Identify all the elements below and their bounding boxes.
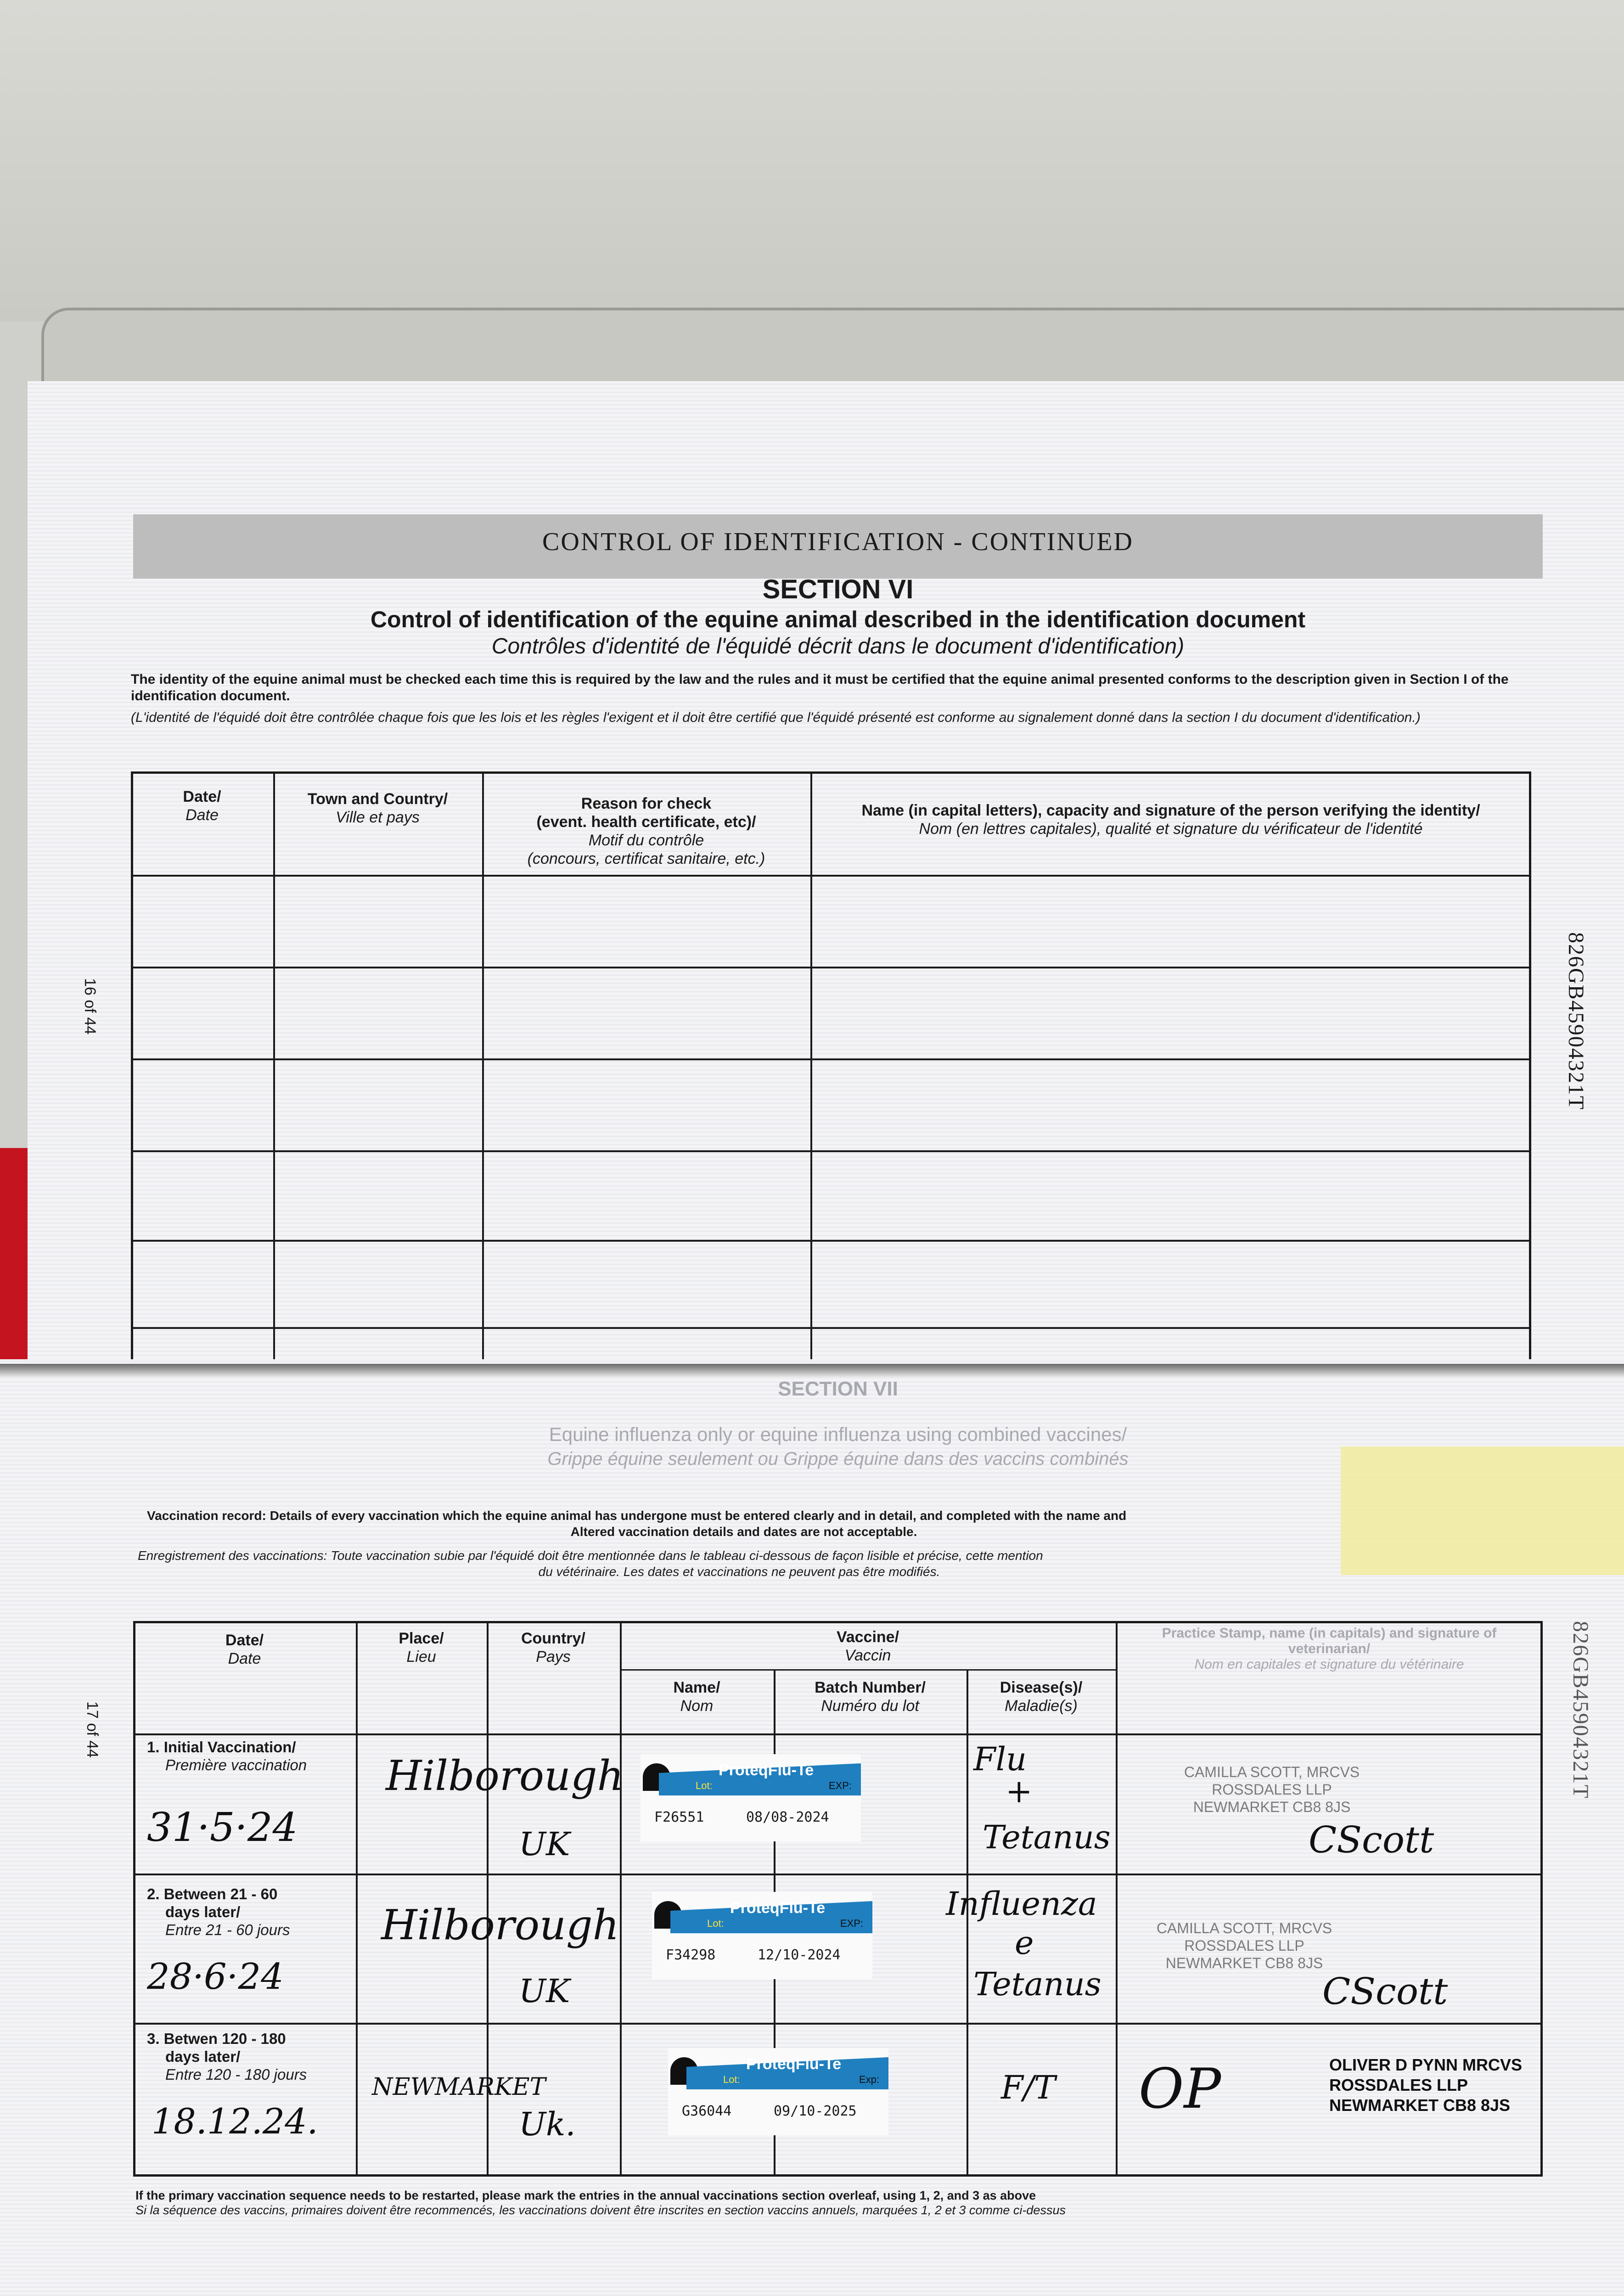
row-3-vet-stamp: OLIVER D PYNN MRCVS ROSSDALES LLP NEWMARKET CB8 8JS bbox=[1329, 2055, 1523, 2115]
page-number-17: 17 of 44 bbox=[84, 1701, 101, 1758]
footnote-fr: Si la séquence des vaccins, primaires doivent être recommencés, les vaccinations doivent être inscrites en section vaccins annuels, marquées 1, 2 et 3 comme ci-dessus bbox=[135, 2203, 1066, 2217]
row-3-place: NEWMARKET bbox=[372, 2073, 546, 2101]
vaccine-title-fr: Grippe équine seulement ou Grippe équine dans des vaccins combinés bbox=[547, 1449, 1129, 1469]
section-vi-heading: SECTION VI bbox=[762, 574, 914, 604]
row-3-batch: G36044 bbox=[682, 2103, 732, 2119]
record-fr: Enregistrement des vaccinations: Toute vaccination subie par l'équidé doit être mentionnée dans le tableau ci-dessous de façon lisible et précise, cette mention bbox=[138, 1548, 1043, 1563]
row-3-country: Uk. bbox=[519, 2105, 576, 2143]
row-1-country: UK bbox=[519, 1825, 570, 1863]
vaccine-title-en: Equine influenza only or equine influenza using combined vaccines/ bbox=[549, 1424, 1127, 1445]
doc-id-bottom: 826GB45904321T bbox=[1568, 1621, 1593, 1799]
record-fr-2: du vétérinaire. Les dates et vaccinations ne peuvent pas être modifiés. bbox=[538, 1564, 940, 1579]
intro-en: The identity of the equine animal must be checked each time this is required by the law and the rules and it must be certified that the equine animal presented conforms to the description given in Section I of the identification document. bbox=[131, 672, 1509, 703]
v-header-batch: Batch Number/ Numéro du lot bbox=[815, 1679, 926, 1715]
doc-id-top: 826GB45904321T bbox=[1564, 932, 1588, 1110]
row-2-vet-stamp: CAMILLA SCOTT, MRCVS ROSSDALES LLP NEWMARKET CB8 8JS bbox=[1156, 1920, 1332, 1971]
row-3-date: 18.12.24. bbox=[152, 2101, 318, 2142]
row-1-disease-3: Tetanus bbox=[983, 1818, 1111, 1856]
row-1-date: 31·5·24 bbox=[147, 1805, 298, 1851]
banner-title: CONTROL OF IDENTIFICATION - CONTINUED bbox=[542, 528, 1134, 556]
row-2-label: 2. Between 21 - 60 days later/ Entre 21 - 60 jours bbox=[147, 1885, 290, 1938]
row-2-country: UK bbox=[519, 1972, 570, 2010]
v-header-date: Date/ Date bbox=[225, 1632, 264, 1667]
row-1-vet-stamp: CAMILLA SCOTT, MRCVS ROSSDALES LLP NEWMARKET CB8 8JS bbox=[1184, 1764, 1360, 1815]
background bbox=[0, 0, 1624, 321]
row-2-batch: F34298 bbox=[666, 1947, 716, 1963]
row-2-expiry: 12/10-2024 bbox=[758, 1947, 841, 1963]
row-1-expiry: 08/08-2024 bbox=[746, 1809, 829, 1825]
row-3-vaccine-sticker: ProteqFlu-Te Lot: Exp: G36044 09/10-2025 bbox=[668, 2048, 888, 2135]
v-header-vaccine: Vaccine/ Vaccin bbox=[836, 1628, 899, 1664]
row-1-disease-2: + bbox=[1006, 1773, 1033, 1810]
row-1-vaccine-sticker: ProteqFlu-Te Lot: EXP: F26551 08/08-2024 bbox=[641, 1754, 861, 1841]
v-header-disease: Disease(s)/ Maladie(s) bbox=[1000, 1679, 1083, 1715]
page-gutter bbox=[0, 1364, 1624, 1378]
header-reason: Reason for check (event. health certificate, etc)/ Motif du contrôle (concours, certificat sanitaire, etc.) bbox=[527, 795, 765, 867]
row-2-disease-2: e bbox=[1015, 1924, 1034, 1962]
row-2-vaccine-sticker: ProteqFlu-Te Lot: EXP: F34298 12/10-2024 bbox=[652, 1892, 872, 1979]
intro-fr: (L'identité de l'équidé doit être contrôlée chaque fois que les lois et les règles l'exigent et il doit être certifié que l'équidé présenté est conforme au signalement donné dans la section I du document d'identification.) bbox=[131, 710, 1421, 725]
sticky-note bbox=[1341, 1446, 1624, 1575]
row-2-disease-3: Tetanus bbox=[973, 1965, 1101, 2003]
row-1-disease-1: Flu bbox=[973, 1740, 1027, 1778]
row-1-batch: F26551 bbox=[654, 1809, 704, 1825]
title-en: Control of identification of the equine animal described in the identification document bbox=[370, 607, 1306, 632]
v-header-name: Name/ Nom bbox=[673, 1679, 720, 1715]
row-2-disease-1: Influenza bbox=[946, 1885, 1097, 1923]
header-town: Town and Country/ Ville et pays bbox=[307, 790, 448, 826]
row-3-signature: OP bbox=[1139, 2057, 1221, 2121]
header-date: Date/ Date bbox=[183, 788, 221, 824]
record-en: Vaccination record: Details of every vaccination which the equine animal has undergone must be entered clearly and in detail, and completed with the name and bbox=[147, 1508, 1127, 1523]
row-3-label: 3. Betwen 120 - 180 days later/ Entre 120 - 180 jours bbox=[147, 2030, 307, 2083]
v-header-place: Place/ Lieu bbox=[399, 1630, 444, 1666]
row-2-date: 28·6·24 bbox=[147, 1956, 284, 1998]
section-vii-heading: SECTION VII bbox=[778, 1378, 898, 1400]
row-1-signature: CScott bbox=[1309, 1818, 1434, 1861]
page-number-16: 16 of 44 bbox=[81, 978, 99, 1035]
row-3-expiry: 09/10-2025 bbox=[774, 2103, 857, 2119]
v-header-stamp: Practice Stamp, name (in capitals) and signature of veterinarian/ Nom en capitales et signature du vétérinaire bbox=[1162, 1626, 1497, 1672]
row-1-label: 1. Initial Vaccination/ Première vaccination bbox=[147, 1739, 307, 1773]
row-1-place: Hilborough bbox=[386, 1752, 624, 1800]
footnote-en: If the primary vaccination sequence needs to be restarted, please mark the entries in the annual vaccinations section overleaf, using 1, 2, and 3 as above bbox=[135, 2189, 1036, 2202]
row-2-signature: CScott bbox=[1322, 1970, 1448, 2013]
row-2-place: Hilborough bbox=[381, 1901, 619, 1949]
title-fr: Contrôles d'identité de l'équidé décrit dans le document d'identification) bbox=[491, 634, 1185, 658]
v-header-country: Country/ Pays bbox=[521, 1630, 585, 1666]
record-en-2: Altered vaccination details and dates are not acceptable. bbox=[570, 1525, 917, 1539]
header-name: Name (in capital letters), capacity and signature of the person verifying the identity/ Nom (en lettres capitales), qualité et signature du vérificateur de l'identité bbox=[861, 802, 1480, 838]
row-3-disease: F/T bbox=[1001, 2069, 1056, 2106]
